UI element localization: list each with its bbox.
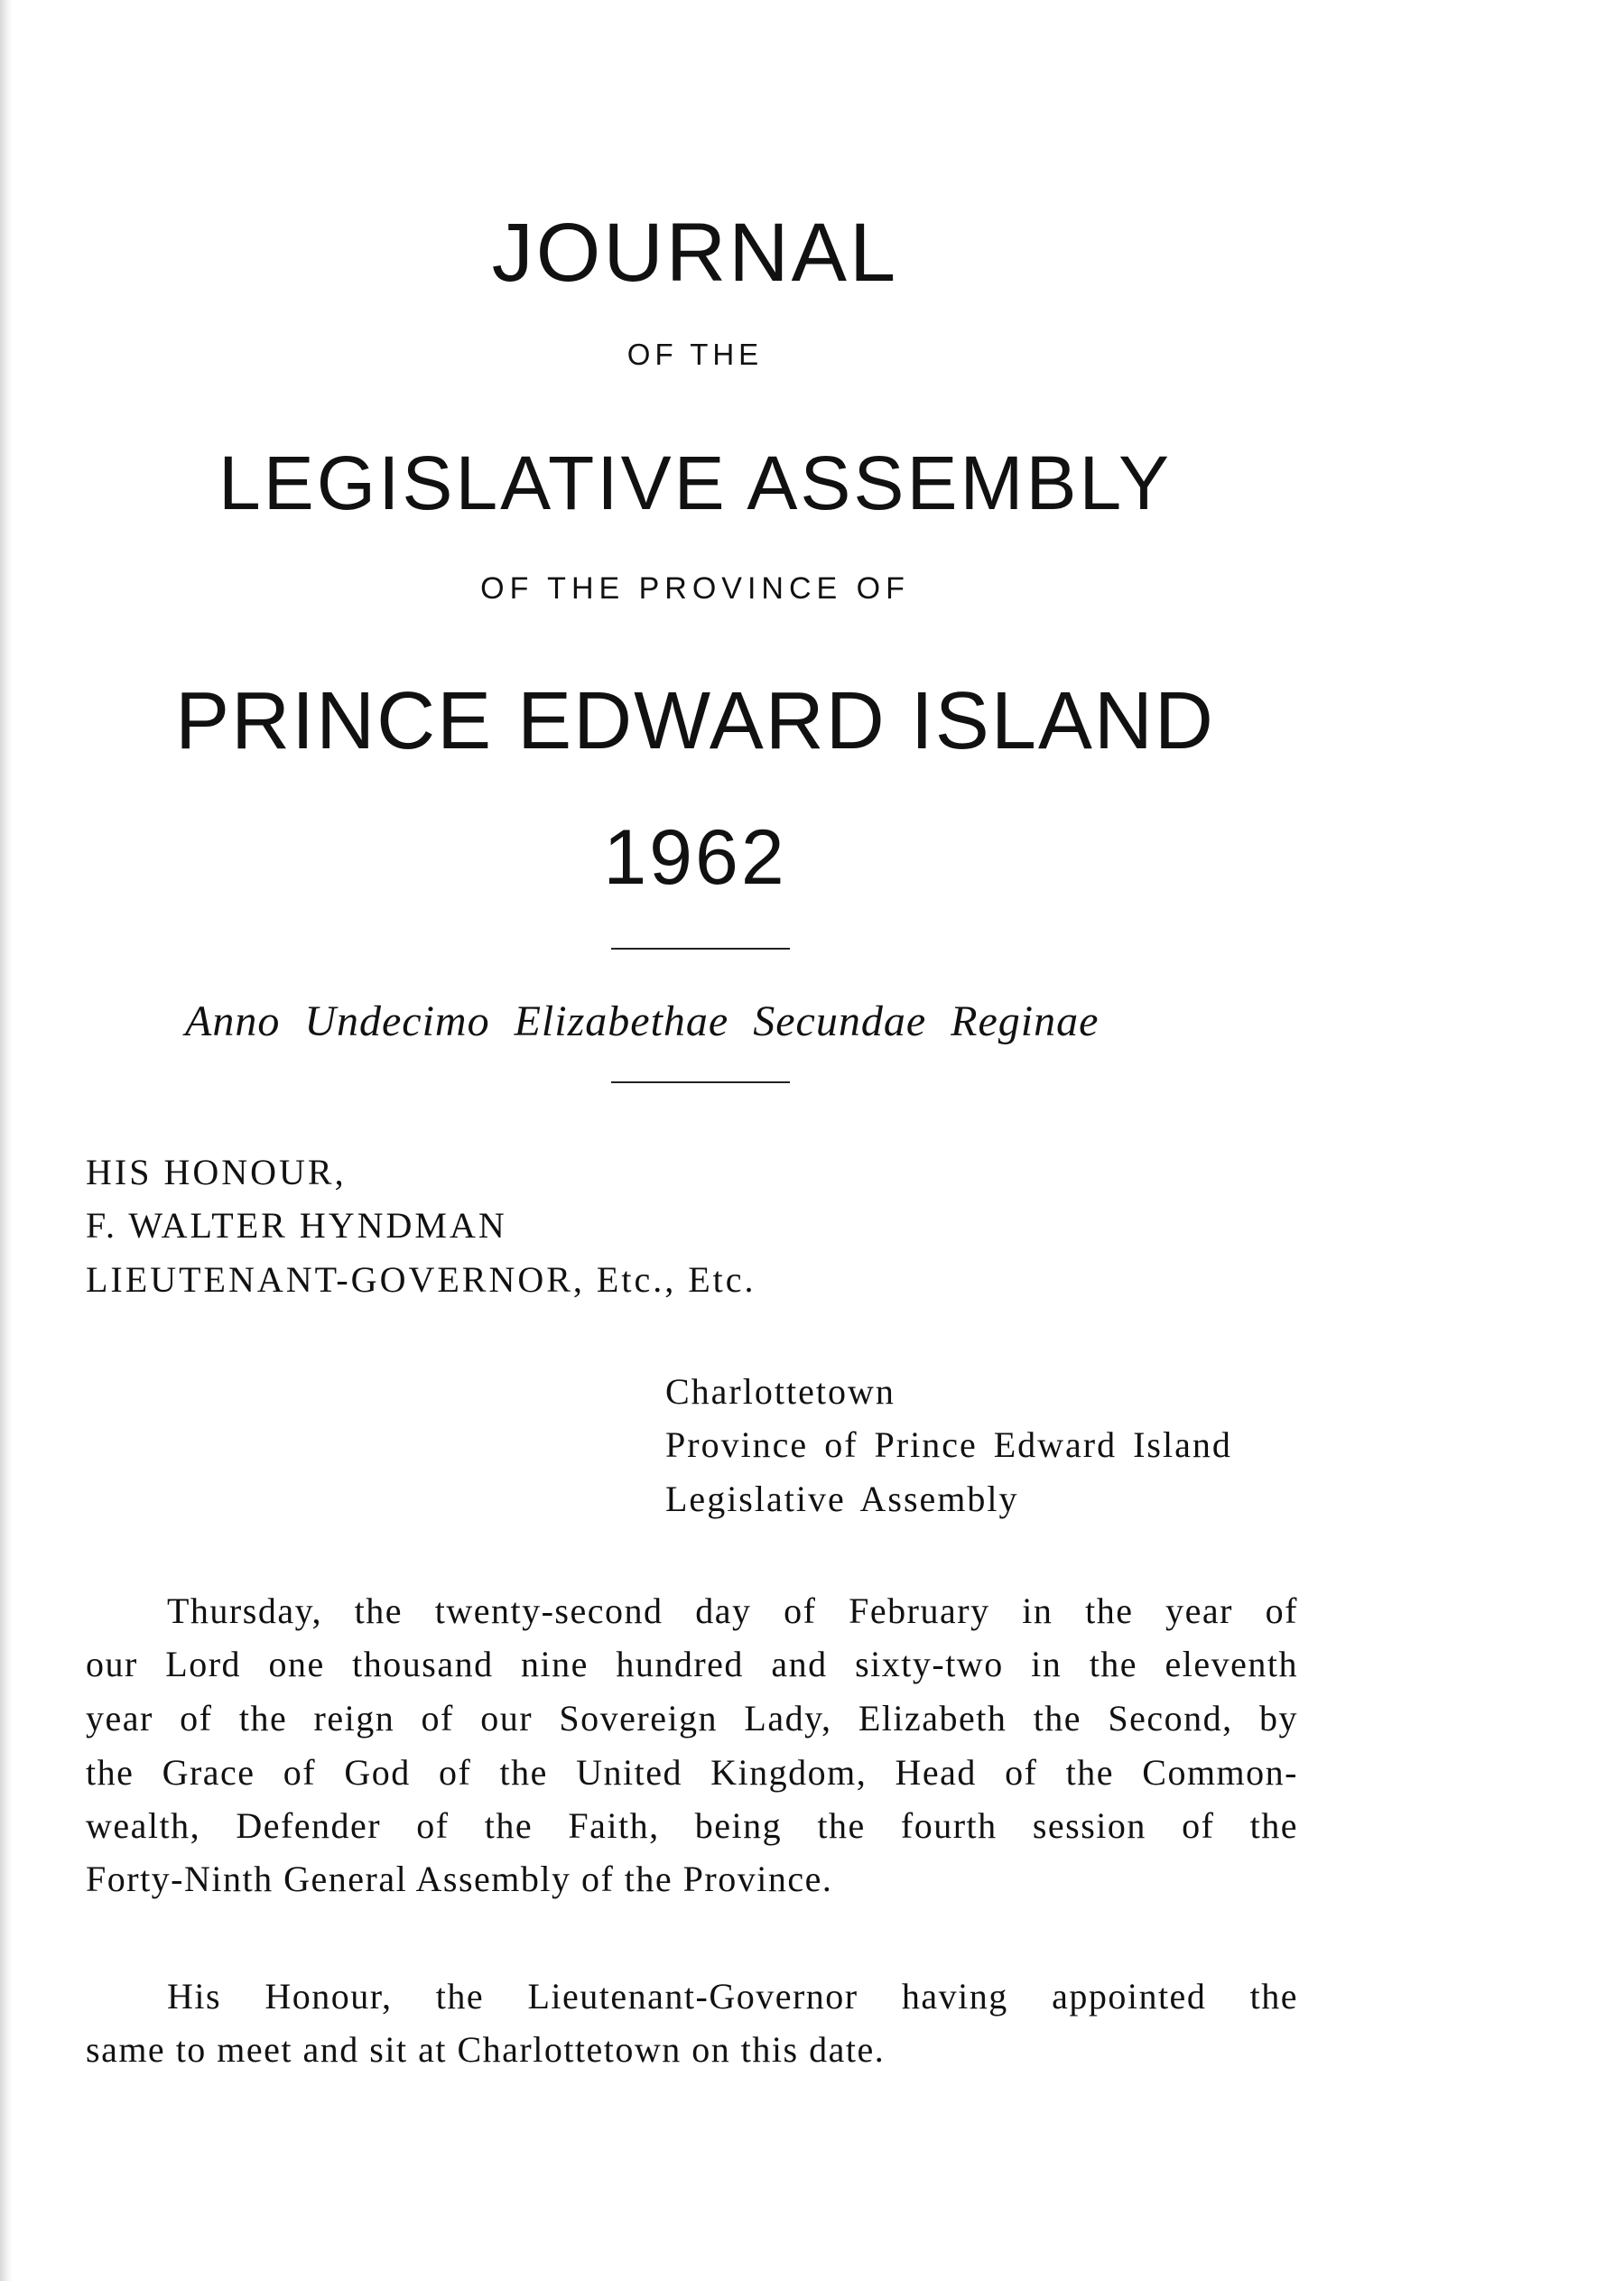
- title-year: 1962: [603, 814, 787, 901]
- subtitle-of-the: OF THE: [626, 338, 764, 371]
- subtitle-of-the-province-of: OF THE PROVINCE OF: [480, 571, 910, 606]
- divider-top: [611, 948, 790, 950]
- paragraph-line: our Lord one thousand nine hundred and sixty-two in the eleventh: [86, 1644, 1298, 1684]
- paragraph-line: wealth, Defender of the Faith, being the fourth session of the: [86, 1805, 1298, 1846]
- paragraph-line: Forty-Ninth General Assembly of the Province.: [86, 1859, 833, 1899]
- paragraph-line: His Honour, the Lieutenant-Governor having appointed the: [167, 1976, 1298, 2017]
- title-legislative-assembly: LEGISLATIVE ASSEMBLY: [218, 440, 1172, 525]
- place-line: Legislative Assembly: [665, 1479, 1019, 1519]
- paragraph-line: year of the reign of our Sovereign Lady, Elizabeth the Second, by: [86, 1698, 1298, 1739]
- address-line: HIS HONOUR,: [86, 1152, 347, 1192]
- paragraph-line: the Grace of God of the United Kingdom, Head of the Common-: [86, 1752, 1298, 1793]
- address-line: LIEUTENANT-GOVERNOR, Etc., Etc.: [86, 1259, 756, 1300]
- paragraph-line: Thursday, the twenty-second day of February in the year of: [167, 1590, 1298, 1631]
- address-line: F. WALTER HYNDMAN: [86, 1205, 507, 1246]
- title-province-name: PRINCE EDWARD ISLAND: [175, 676, 1215, 766]
- place-line: Charlottetown: [665, 1371, 896, 1412]
- title-journal: JOURNAL: [491, 207, 899, 299]
- place-line: Province of Prince Edward Island: [665, 1424, 1232, 1465]
- regnal-year-line: Anno Undecimo Elizabethae Secundae Reginae: [185, 997, 1100, 1045]
- divider-bottom: [611, 1081, 790, 1083]
- paragraph-line: same to meet and sit at Charlottetown on this date.: [86, 2029, 886, 2070]
